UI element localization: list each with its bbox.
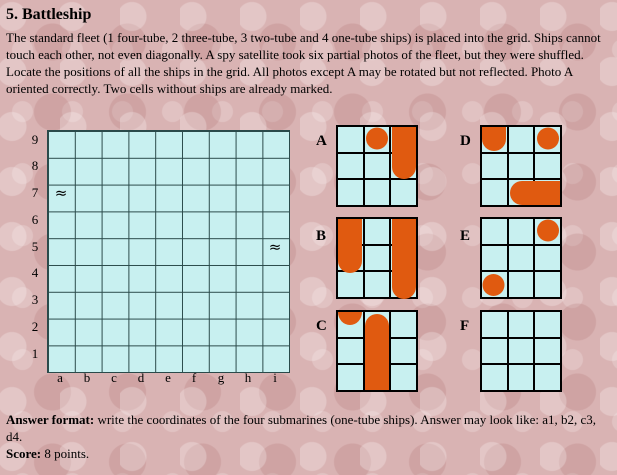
answer-format-label: Answer format: bbox=[6, 412, 95, 427]
photo-label-c: C bbox=[316, 318, 327, 334]
col-label-b: b bbox=[83, 370, 91, 385]
photo-a-ships bbox=[336, 125, 418, 207]
row-label-2: 2 bbox=[31, 319, 39, 334]
photo-f bbox=[480, 310, 562, 392]
puzzle-description: The standard fleet (1 four-tube, 2 three-tube, 3 two-tube and 4 one-tube ships) is placed into the grid. Ships cannot touch each other, not even diagonally. A spy satellite took six partial photos of the fleet, but they were shuffled. Locate the positions of all the ships in the grid. All photos except A may be rotated but not reflected. Photo A oriented correctly. Two cells without ships are already marked. bbox=[6, 30, 601, 96]
photo-d-ships bbox=[480, 125, 562, 207]
row-label-7: 7 bbox=[31, 185, 39, 200]
row-label-5: 5 bbox=[31, 239, 39, 254]
photo-d bbox=[480, 125, 562, 207]
score-text: 8 points. bbox=[41, 446, 90, 461]
photo-label-f: F bbox=[460, 318, 470, 334]
score bbox=[6, 445, 612, 462]
photo-e bbox=[480, 217, 562, 299]
score-label: Score: bbox=[6, 446, 42, 461]
photo-label-d: D bbox=[460, 133, 471, 149]
answer-format-text: write the coordinates of the four submarines (one-tube ships). Answer may look like: a1, b2, c3, d4. bbox=[6, 412, 597, 444]
row-label-6: 6 bbox=[31, 212, 39, 227]
col-label-e: e bbox=[165, 370, 171, 385]
puzzle-footer bbox=[6, 411, 612, 462]
photo-label-a: A bbox=[316, 133, 327, 149]
battleship-grid[interactable] bbox=[47, 130, 290, 373]
photo-e-ships bbox=[480, 217, 562, 299]
photo-c-ships bbox=[336, 310, 418, 392]
row-label-3: 3 bbox=[31, 292, 39, 307]
row-label-8: 8 bbox=[31, 158, 39, 173]
water-marker-i5: ≈ bbox=[268, 238, 282, 256]
answer-format bbox=[6, 411, 612, 445]
puzzle-title: 5. Battleship bbox=[6, 6, 92, 23]
water-marker-a7: ≈ bbox=[54, 184, 68, 202]
photo-label-b: B bbox=[316, 228, 327, 244]
photo-a bbox=[336, 125, 418, 207]
photo-b bbox=[336, 217, 418, 299]
col-label-h: h bbox=[244, 370, 252, 385]
col-label-f: f bbox=[191, 370, 197, 385]
row-label-4: 4 bbox=[31, 265, 39, 280]
photo-label-e: E bbox=[460, 228, 471, 244]
row-label-1: 1 bbox=[31, 346, 39, 361]
row-label-9: 9 bbox=[31, 132, 39, 147]
photo-b-ships bbox=[336, 217, 418, 299]
col-label-g: g bbox=[217, 370, 225, 385]
col-label-a: a bbox=[57, 370, 63, 385]
col-label-d: d bbox=[137, 370, 145, 385]
photo-c bbox=[336, 310, 418, 392]
col-label-c: c bbox=[111, 370, 117, 385]
col-label-i: i bbox=[273, 370, 277, 385]
